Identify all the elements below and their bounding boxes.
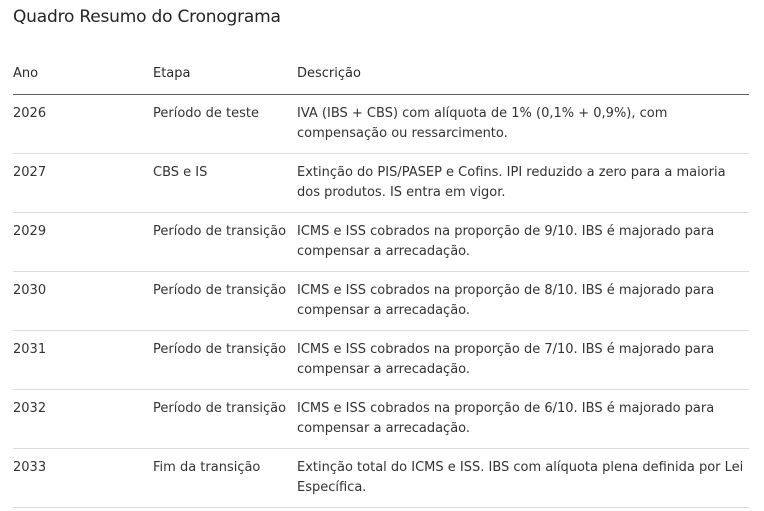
cell-etapa: Fim da transição [153, 449, 297, 508]
cell-etapa: CBS e IS [153, 154, 297, 213]
cell-ano: 2027 [13, 154, 153, 213]
cell-ano: 2031 [13, 331, 153, 390]
column-header-descricao: Descrição [297, 53, 749, 95]
cell-etapa: Período de transição [153, 390, 297, 449]
cell-descricao: ICMS e ISS cobrados na proporção de 8/10. IBS é majorado para compensar a arrecadação. [297, 272, 749, 331]
schedule-table [13, 53, 749, 508]
table-row [13, 390, 749, 449]
cell-etapa: Período de teste [153, 95, 297, 154]
cell-descricao: Extinção do PIS/PASEP e Cofins. IPI reduzido a zero para a maioria dos produtos. IS entra em vigor. [297, 154, 749, 213]
table-row [13, 213, 749, 272]
cell-ano: 2030 [13, 272, 153, 331]
cell-etapa: Período de transição [153, 272, 297, 331]
cell-ano: 2033 [13, 449, 153, 508]
cell-descricao: ICMS e ISS cobrados na proporção de 6/10. IBS é majorado para compensar a arrecadação. [297, 390, 749, 449]
cell-ano: 2032 [13, 390, 153, 449]
table-row [13, 449, 749, 508]
cell-ano: 2026 [13, 95, 153, 154]
column-header-ano: Ano [13, 53, 153, 95]
cell-descricao: IVA (IBS + CBS) com alíquota de 1% (0,1% + 0,9%), com compensação ou ressarcimento. [297, 95, 749, 154]
table-row [13, 272, 749, 331]
column-header-etapa: Etapa [153, 53, 297, 95]
page-title: Quadro Resumo do Cronograma [13, 7, 281, 27]
cell-etapa: Período de transição [153, 213, 297, 272]
cell-descricao: ICMS e ISS cobrados na proporção de 9/10. IBS é majorado para compensar a arrecadação. [297, 213, 749, 272]
table-row [13, 95, 749, 154]
table-row [13, 331, 749, 390]
cell-ano: 2029 [13, 213, 153, 272]
cell-descricao: ICMS e ISS cobrados na proporção de 7/10. IBS é majorado para compensar a arrecadação. [297, 331, 749, 390]
cell-etapa: Período de transição [153, 331, 297, 390]
table-row [13, 154, 749, 213]
cell-descricao: Extinção total do ICMS e ISS. IBS com alíquota plena definida por Lei Específica. [297, 449, 749, 508]
header-row [13, 53, 749, 95]
table-header [13, 53, 749, 95]
table-body [13, 95, 749, 508]
